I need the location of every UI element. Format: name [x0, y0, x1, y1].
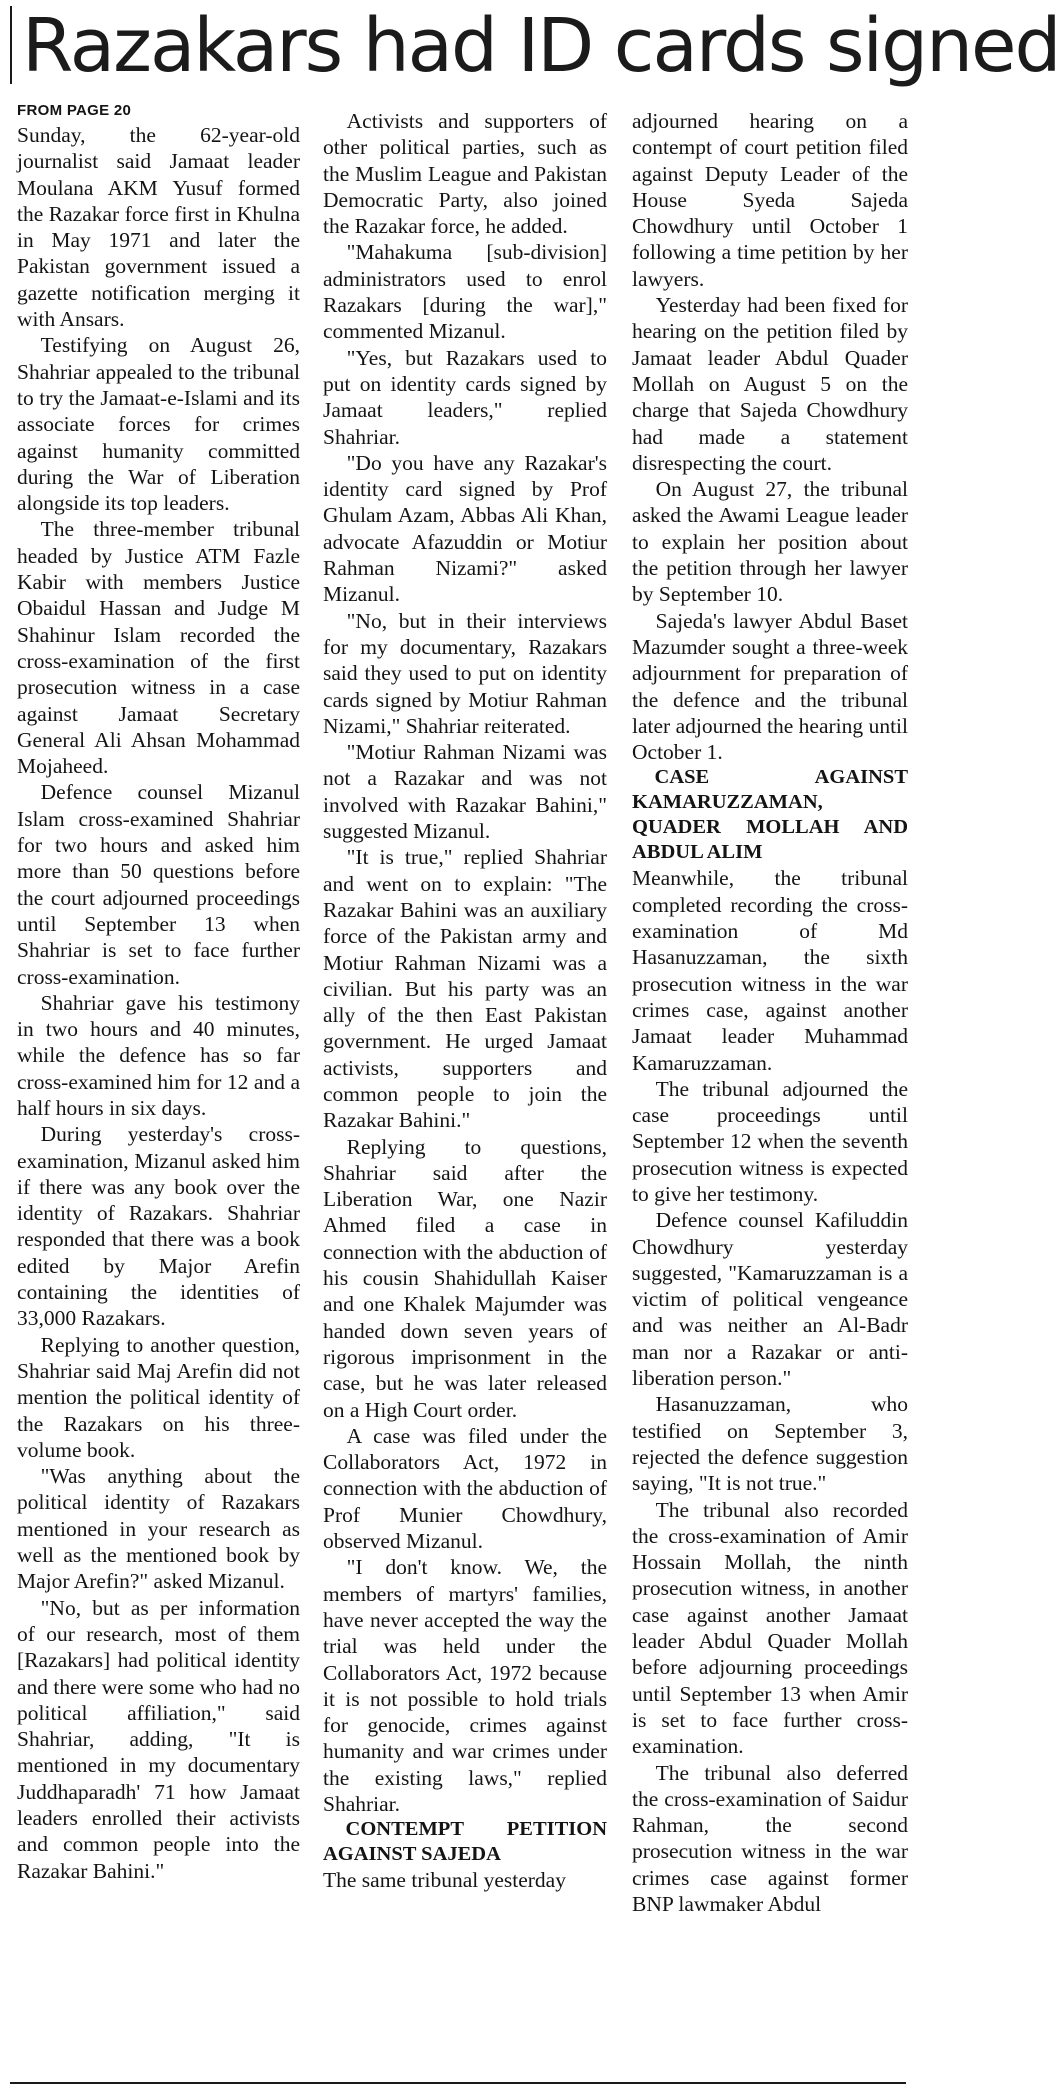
paragraph: During yesterday's cross-examination, Mizanul asked him if there was any book over the identity of Razakars. Shahriar responded that there was a book edited by Major Arefin containing the identities of 33,000 Razakars. [17, 1122, 300, 1331]
paragraph: "No, but in their interviews for my documentary, Razakars said they used to put on identity cards signed by Motiur Rahman Nizami," Shahriar reiterated. [323, 608, 607, 738]
column-3 [632, 108, 908, 2074]
paragraph: "Yes, but Razakars used to put on identity cards signed by Jamaat leaders," replied Shahriar. [323, 345, 607, 449]
paragraph: The same tribunal yesterday [323, 1868, 566, 1893]
dateline: FROM PAGE 20 [17, 102, 132, 119]
paragraph: Hasanuzzaman, who testified on September 3, rejected the defence suggestion saying, "It is not true." [632, 1392, 908, 1496]
paragraph: Yesterday had been fixed for hearing on the petition filed by Jamaat leader Abdul Quader Mollah on August 5 on the charge that Sajeda Chowdhury had made a statement disrespecting the court. [632, 293, 908, 475]
paragraph: The three-member tribunal headed by Justice ATM Fazle Kabir with members Justice Obaidul Hassan and Judge M Shahinur Islam recorded the cross-examination of the first prosecution witness in a case against Jamaat Secretary General Ali Ahsan Mohammad Mojaheed. [17, 517, 300, 779]
paragraph: On August 27, the tribunal asked the Awami League leader to explain her position about the petition through her lawyer by September 10. [632, 477, 908, 607]
paragraph: "Motiur Rahman Nizami was not a Razakar and was not involved with Razakar Bahini," suggested Mizanul. [323, 740, 607, 844]
paragraph: Meanwhile, the tribunal completed recording the cross-examination of Md Hasanuzzaman, the sixth prosecution witness in the war crimes case, against another Jamaat leader Muhammad Kamaruzzaman. [632, 866, 908, 1075]
paragraph: The tribunal also deferred the cross-examination of Saidur Rahman, the second prosecution witness in the war crimes case against former BNP lawmaker Abdul [632, 1760, 908, 1916]
paragraph: Defence counsel Kafiluddin Chowdhury yesterday suggested, "Kamaruzzaman is a victim of political vengeance and was neither an Al-Badr man nor a Razakar or anti-liberation person." [632, 1208, 908, 1391]
paragraph: Replying to another question, Shahriar said Maj Arefin did not mention the political identity of the Razakars on his three-volume book. [17, 1332, 300, 1462]
paragraph: The tribunal adjourned the case proceedings until September 12 when the seventh prosecution witness is expected to give her testimony. [632, 1076, 908, 1206]
paragraph: "Do you have any Razakar's identity card signed by Prof Ghulam Azam, Abbas Ali Khan, advocate Afazuddin or Motiur Rahman Nizami?" asked Mizanul. [323, 450, 607, 607]
paragraph: "It is true," replied Shahriar and went on to explain: "The Razakar Bahini was an auxiliary force of the Pakistan army and Motiur Rahman Nizami was a civilian. But his party was an ally of the then East Pakistan government. He urged Jamaat activists, supporters and common people to join the Razakar Bahini." [323, 845, 607, 1133]
column-2 [323, 108, 607, 2074]
paragraph: The tribunal also recorded the cross-examination of Amir Hossain Mollah, the ninth prosecution witness, in another case against another Jamaat leader Abdul Quader Mollah before adjourning proceedings until September 13 when Amir is set to face further cross-examination. [632, 1497, 908, 1759]
paragraph: Defence counsel Mizanul Islam cross-examined Shahriar for two hours and asked him more than 50 questions before the court adjourned proceedings until September 13 when Shahriar is set to face further cross-examination. [17, 780, 300, 989]
paragraph: Sunday, the 62-year-old journalist said Jamaat leader Moulana AKM Yusuf formed the Razakar force first in Khulna in May 1971 and later the Pakistan government issued a gazette notification merging it with Ansars. [17, 123, 300, 332]
paragraph: Shahriar gave his testimony in two hours and 40 minutes, while the defence has so far cross-examined him for 12 and a half hours in six days. [17, 990, 300, 1120]
column-1 [17, 102, 300, 2074]
headline: Razakars had ID cards signed [22, 3, 1060, 89]
bottom-rule [10, 2082, 906, 2084]
paragraph: "Was anything about the political identity of Razakars mentioned in your research as well as the mentioned book by Major Arefin?" asked Mizanul. [17, 1464, 300, 1594]
paragraph: "Mahakuma [sub-division] administrators used to enrol Razakars [during the war]," commented Mizanul. [323, 240, 607, 344]
paragraph: Sajeda's lawyer Abdul Baset Mazumder sought a three-week adjournment for preparation of the defence and the tribunal later adjourned the hearing until October 1. [632, 608, 908, 765]
paragraph: "No, but as per information of our research, most of them [Razakars] had political identity and there were some who had no political affiliation," said Shahriar, adding, "It is mentioned in my documentary Juddhaparadh' 71 how Jamaat leaders enrolled their activists and common people into the Razakar Bahini." [17, 1595, 300, 1883]
paragraph: adjourned hearing on a contempt of court petition filed against Deputy Leader of the House Syeda Sajeda Chowdhury until October 1 following a time petition by her lawyers. [632, 109, 908, 291]
paragraph: Testifying on August 26, Shahriar appealed to the tribunal to try the Jamaat-e-Islami and its associate forces for crimes against humanity committed during the War of Liberation alongside its top leaders. [17, 333, 300, 516]
paragraph: Replying to questions, Shahriar said after the Liberation War, one Nazir Ahmed filed a case in connection with the abduction of his cousin Shahidullah Kaiser and one Khalek Majumder was handed down seven years of rigorous imprisonment in the case, but he was later released on a High Court order. [323, 1134, 607, 1422]
subhead-contempt-petition: CONTEMPT PETITION AGAINST SAJEDA [323, 1818, 607, 1866]
paragraph: A case was filed under the Collaborators Act, 1972 in connection with the abduction of Prof Munier Chowdhury, observed Mizanul. [323, 1423, 607, 1554]
paragraph: Activists and supporters of other political parties, such as the Muslim League and Pakistan Democratic Party, also joined the Razakar force, he added. [323, 109, 607, 239]
paragraph: "I don't know. We, the members of martyrs' families, have never accepted the way the trial was held under the Collaborators Act, 1972 because it is not possible to hold trials for genocide, crimes against humanity and war crimes under the existing laws," replied Shahriar. [323, 1555, 607, 1816]
subhead-case-against: CASE AGAINST KAMARUZZAMAN, QUADER MOLLAH AND ABDUL ALIM [632, 766, 908, 864]
left-rule [10, 6, 12, 84]
